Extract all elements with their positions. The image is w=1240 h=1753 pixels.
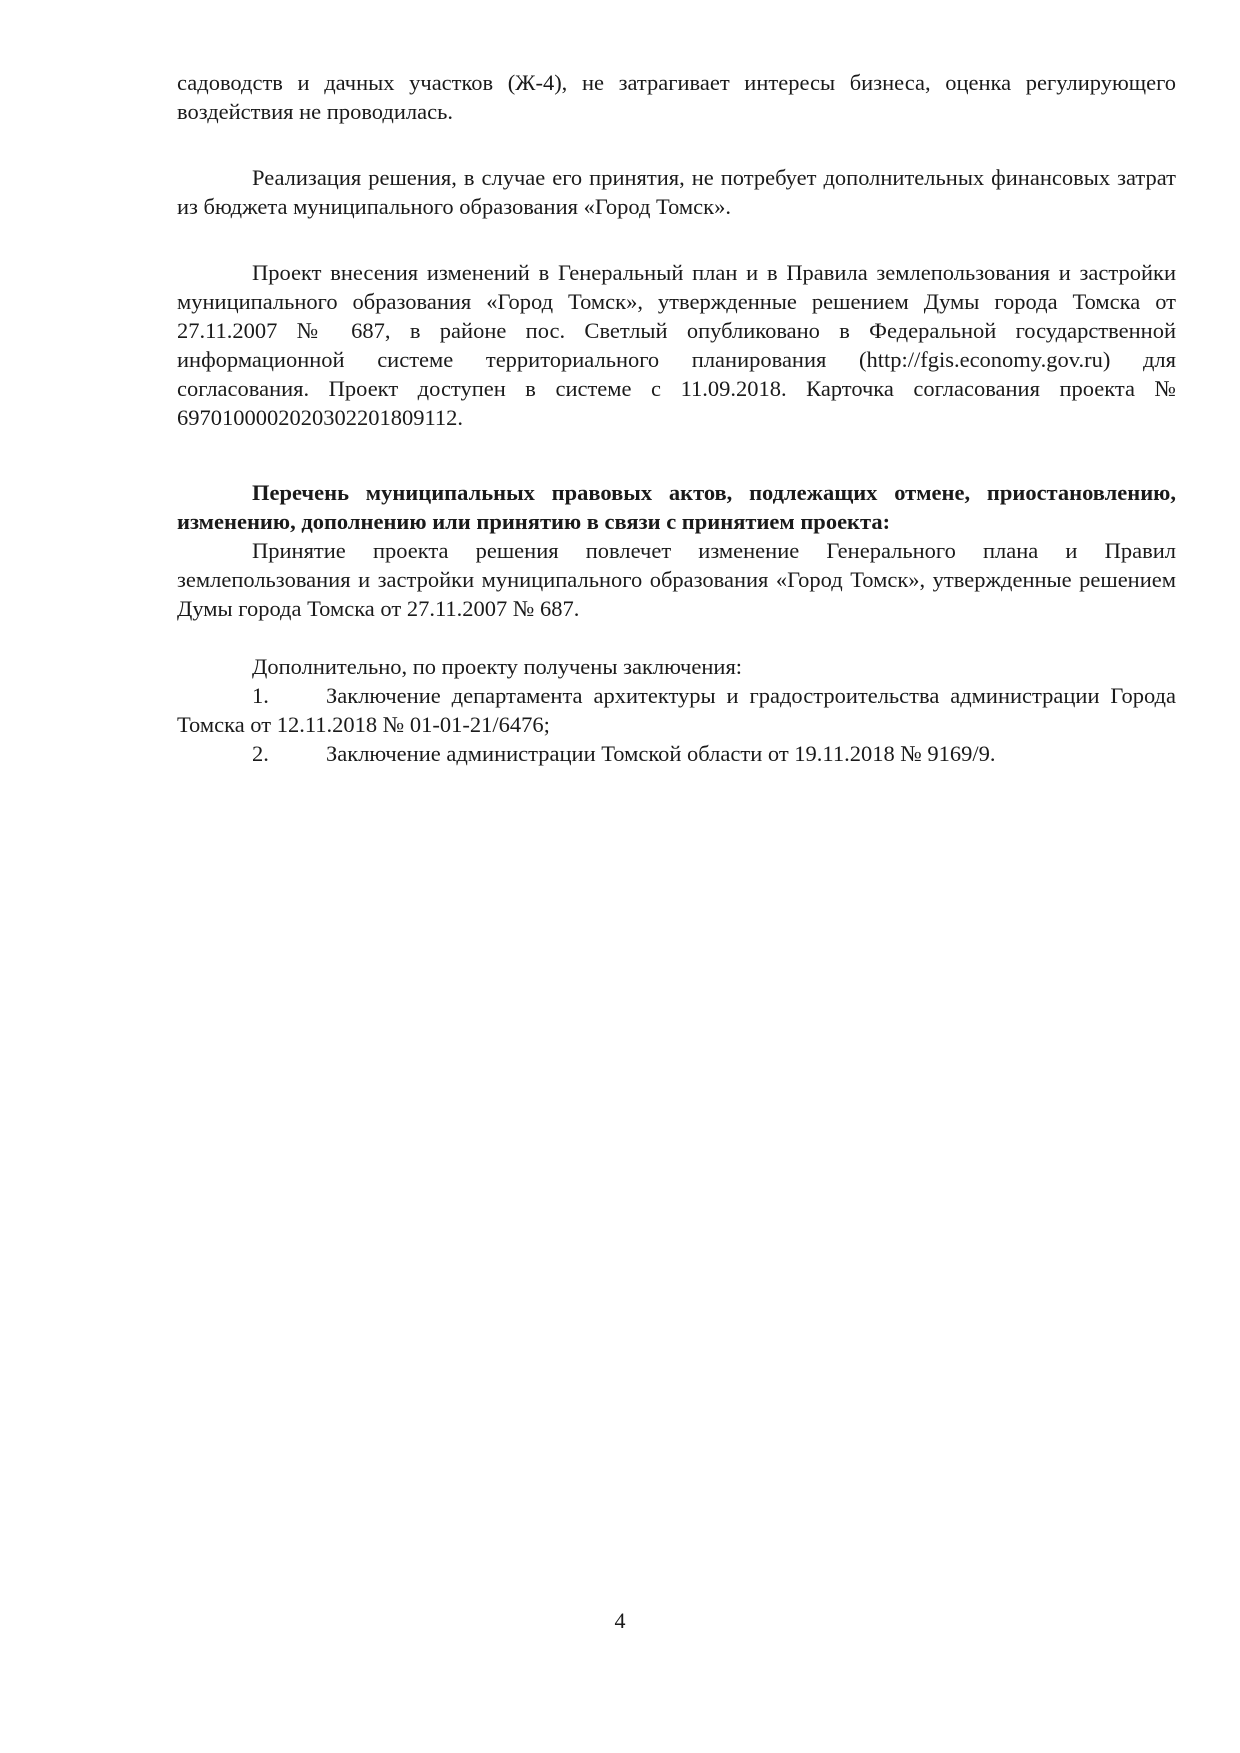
paragraph-financing: Реализация решения, в случае его принятия, не потребует дополнительных финансовых затрат из бюджета муниципального образования «Город Томск». [177, 165, 1176, 219]
list-item-number: 2. [252, 741, 269, 766]
list-item [177, 739, 1176, 768]
list-item [177, 681, 1176, 739]
paragraph-project-publication: Проект внесения изменений в Генеральный план и в Правила землепользования и застройки муниципального образования «Город Томск», утвержденные решением Думы города Томска от 27.11.2007 № 687, в районе пос. Светлый опубликовано в Федеральной государственной информационной системе территориального планирования (http://fgis.economy.gov.ru) для согласования. Проект доступен в системе с 11.09.2018. Карточка согласования проекта № 69701000020203022018091​12. [177, 260, 1176, 430]
conclusions-list [177, 681, 1176, 768]
list-item-text: Заключение администрации Томской области от 19.11.2018 № 9169/9. [326, 741, 996, 766]
paragraph-consequences: Принятие проекта решения повлечет изменение Генерального плана и Правил землепользования и застройки муниципального образования «Город Томск», утвержденные решением Думы города Томска от 27.11.2007 № 687. [177, 538, 1176, 621]
paragraph-conclusions-intro: Дополнительно, по проекту получены заключения: [252, 654, 743, 679]
page-number: 4 [614, 1608, 626, 1633]
list-item-number: 1. [252, 683, 269, 708]
list-item-text: Заключение департамента архитектуры и градостроительства администрации Города Томска от 12.11.2018 № 01-01-21/6476; [177, 683, 1176, 737]
paragraph-assessment: садоводств и дачных участков (Ж-4), не затрагивает интересы бизнеса, оценка регулирующего воздействия не проводилась. [177, 70, 1176, 124]
document-body [177, 68, 1176, 768]
section-heading: Перечень муниципальных правовых актов, подлежащих отмене, приостановлению, изменению, дополнению или принятию в связи с принятием проекта: [177, 480, 1176, 534]
